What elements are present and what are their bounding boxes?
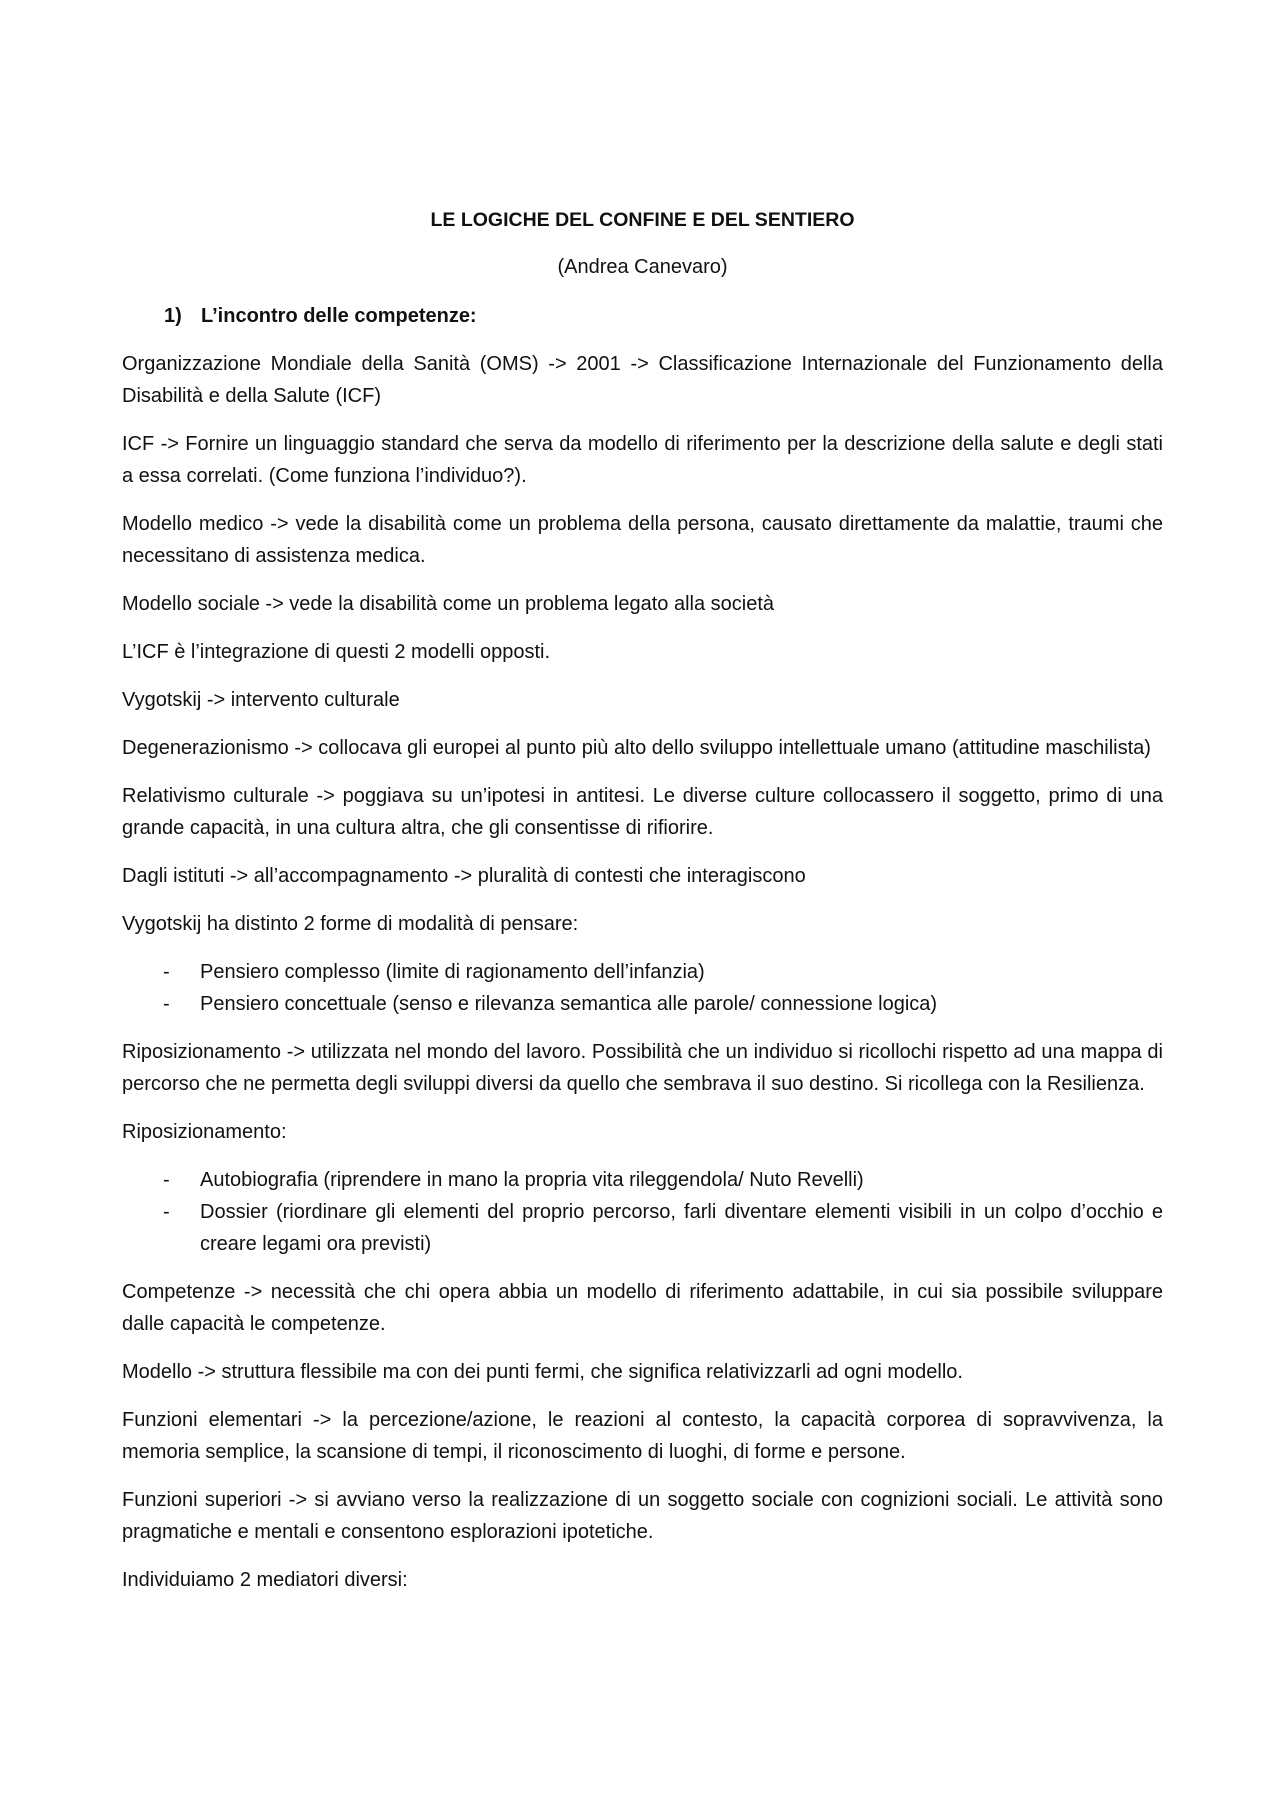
document-author: (Andrea Canevaro) [557,256,728,278]
list-item-text: Autobiografia (riprendere in mano la propria vita rileggendola/ Nuto Revelli) [200,1169,864,1191]
paragraph-funzioni-elementari: Funzioni elementari -> la percezione/azione, le reazioni al contesto, la capacità corporea di sopravvivenza, la memoria semplice, la scansione di tempi, il riconoscimento di luoghi, di forme e persone. [122,1409,1163,1463]
list-bullet: - [163,1201,170,1223]
paragraph-relativismo: Relativismo culturale -> poggiava su un’ipotesi in antitesi. Le diverse culture collocassero il soggetto, primo di una grande capacità, in una cultura altra, che gli consentisse di rifiorire. [122,785,1163,839]
paragraph-istituti: Dagli istituti -> all’accompagnamento -> pluralità di contesti che interagiscono [122,865,806,887]
list-bullet: - [163,961,170,983]
paragraph-icf-integrazione: L’ICF è l’integrazione di questi 2 modelli opposti. [122,641,551,663]
document-title: LE LOGICHE DEL CONFINE E DEL SENTIERO [430,209,855,231]
section-heading [164,300,1163,332]
paragraph-modello-sociale: Modello sociale -> vede la disabilità come un problema legato alla società [122,593,775,615]
list-item [122,1196,1163,1260]
paragraph-mediatori: Individuiamo 2 mediatori diversi: [122,1569,408,1591]
list-pensiero [122,956,1163,1020]
paragraph-icf: ICF -> Fornire un linguaggio standard che serva da modello di riferimento per la descrizione della salute e degli stati a essa correlati. (Come funziona l’individuo?). [122,433,1163,487]
paragraph-oms: Organizzazione Mondiale della Sanità (OMS) -> 2001 -> Classificazione Internazionale del Funzionamento della Disabilità e della Salute (ICF) [122,353,1163,407]
paragraph-riposizionamento-label: Riposizionamento: [122,1121,287,1143]
paragraph-vygotskij-forme: Vygotskij ha distinto 2 forme di modalità di pensare: [122,913,579,935]
list-bullet: - [163,1169,170,1191]
list-item [122,1164,1163,1196]
paragraph-funzioni-superiori: Funzioni superiori -> si avviano verso la realizzazione di un soggetto sociale con cognizioni sociali. Le attività sono pragmatiche e mentali e consentono esplorazioni ipotetiche. [122,1489,1163,1543]
paragraph-modello-medico: Modello medico -> vede la disabilità come un problema della persona, causato direttamente da malattie, traumi che necessitano di assistenza medica. [122,513,1163,567]
section-number: 1) [164,305,182,327]
list-riposizionamento [122,1164,1163,1260]
paragraph-vygotskij: Vygotskij -> intervento culturale [122,689,400,711]
paragraph-competenze: Competenze -> necessità che chi opera abbia un modello di riferimento adattabile, in cui sia possibile sviluppare dalle capacità le competenze. [122,1281,1163,1335]
section-label: L’incontro delle competenze: [201,305,477,327]
list-item [122,988,1163,1020]
list-item-text: Pensiero complesso (limite di ragionamento dell’infanzia) [200,961,705,983]
paragraph-modello: Modello -> struttura flessibile ma con dei punti fermi, che significa relativizzarli ad ogni modello. [122,1361,963,1383]
list-item-text: Pensiero concettuale (senso e rilevanza semantica alle parole/ connessione logica) [200,993,938,1015]
list-item-text: Dossier (riordinare gli elementi del proprio percorso, farli diventare elementi visibili in un colpo d’occhio e creare legami ora previsti) [200,1201,1163,1255]
list-item [122,956,1163,988]
paragraph-riposizionamento: Riposizionamento -> utilizzata nel mondo del lavoro. Possibilità che un individuo si ricollochi rispetto ad una mappa di percorso che ne permetta degli sviluppi diversi da quello che sembrava il suo destino. Si ricollega con la Resilienza. [122,1041,1163,1095]
paragraph-degenerazionismo: Degenerazionismo -> collocava gli europei al punto più alto dello sviluppo intellettuale umano (attitudine maschilista) [122,737,1151,759]
list-bullet: - [163,993,170,1015]
